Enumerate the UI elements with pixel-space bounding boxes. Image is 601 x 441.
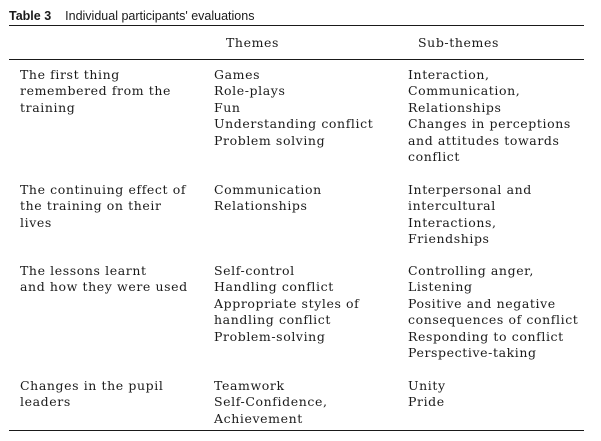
category-cell xyxy=(20,378,163,411)
category-line: the training on their xyxy=(20,198,162,214)
category-line: The first thing xyxy=(20,67,120,82)
theme-item: Role-plays xyxy=(214,83,286,99)
category-line: remembered from the xyxy=(20,83,172,99)
themes-cell xyxy=(214,378,328,427)
theme-item: Achievement xyxy=(214,410,303,426)
category-cell xyxy=(20,182,186,231)
subtheme-item: Interaction, xyxy=(408,67,490,82)
category-line: training xyxy=(20,99,76,115)
subtheme-item: Unity xyxy=(408,378,446,393)
top-rule xyxy=(9,25,584,26)
theme-item: Games xyxy=(214,67,261,82)
subtheme-item: Pride xyxy=(408,394,445,410)
category-line: and how they were used xyxy=(20,279,188,295)
themes-cell xyxy=(214,263,359,345)
theme-item: Relationships xyxy=(214,198,308,214)
subthemes-column-header: Sub-themes xyxy=(418,35,499,50)
subthemes-cell xyxy=(408,182,532,248)
theme-item: Self-Confidence, xyxy=(214,394,328,410)
category-line: Changes in the pupil xyxy=(20,378,164,393)
table-title: Individual participants' evaluations xyxy=(65,9,255,23)
themes-cell xyxy=(214,182,322,215)
category-cell xyxy=(20,67,171,116)
theme-item: Communication xyxy=(214,182,322,197)
theme-item: Problem-solving xyxy=(214,328,326,344)
header-rule xyxy=(9,59,584,60)
subtheme-item: Interpersonal and xyxy=(408,182,532,197)
themes-cell xyxy=(214,67,373,149)
subtheme-item: Friendships xyxy=(408,231,490,247)
theme-item: handling conflict xyxy=(214,312,331,328)
subthemes-cell xyxy=(408,263,578,361)
subtheme-item: Responding to conflict xyxy=(408,328,564,344)
subtheme-item: consequences of conflict xyxy=(408,312,579,328)
subtheme-item: intercultural xyxy=(408,198,496,214)
subtheme-item: conflict xyxy=(408,149,461,165)
category-line: lives xyxy=(20,214,52,230)
subtheme-item: Relationships xyxy=(408,99,502,115)
category-line: The continuing effect of xyxy=(20,182,187,197)
subtheme-item: Interactions, xyxy=(408,214,497,230)
table-label: Table 3 xyxy=(9,9,52,23)
category-line: leaders xyxy=(20,394,71,410)
subtheme-item: Positive and negative xyxy=(408,295,556,311)
subthemes-cell xyxy=(408,378,446,411)
theme-item: Fun xyxy=(214,99,241,115)
theme-item: Teamwork xyxy=(214,378,285,393)
subtheme-item: Communication, xyxy=(408,83,521,99)
themes-column-header: Themes xyxy=(226,35,280,50)
subtheme-item: and attitudes towards xyxy=(408,132,560,148)
subtheme-item: Controlling anger, xyxy=(408,263,534,278)
theme-item: Understanding conflict xyxy=(214,116,374,132)
subtheme-item: Perspective-taking xyxy=(408,345,537,361)
theme-item: Handling conflict xyxy=(214,279,334,295)
subtheme-item: Listening xyxy=(408,279,473,295)
subthemes-cell xyxy=(408,67,571,165)
category-line: The lessons learnt xyxy=(20,263,147,278)
category-cell xyxy=(20,263,188,296)
table-caption xyxy=(9,9,254,23)
bottom-rule xyxy=(9,430,584,431)
theme-item: Appropriate styles of xyxy=(214,295,360,311)
theme-item: Self-control xyxy=(214,263,295,278)
subtheme-item: Changes in perceptions xyxy=(408,116,571,132)
theme-item: Problem solving xyxy=(214,132,326,148)
